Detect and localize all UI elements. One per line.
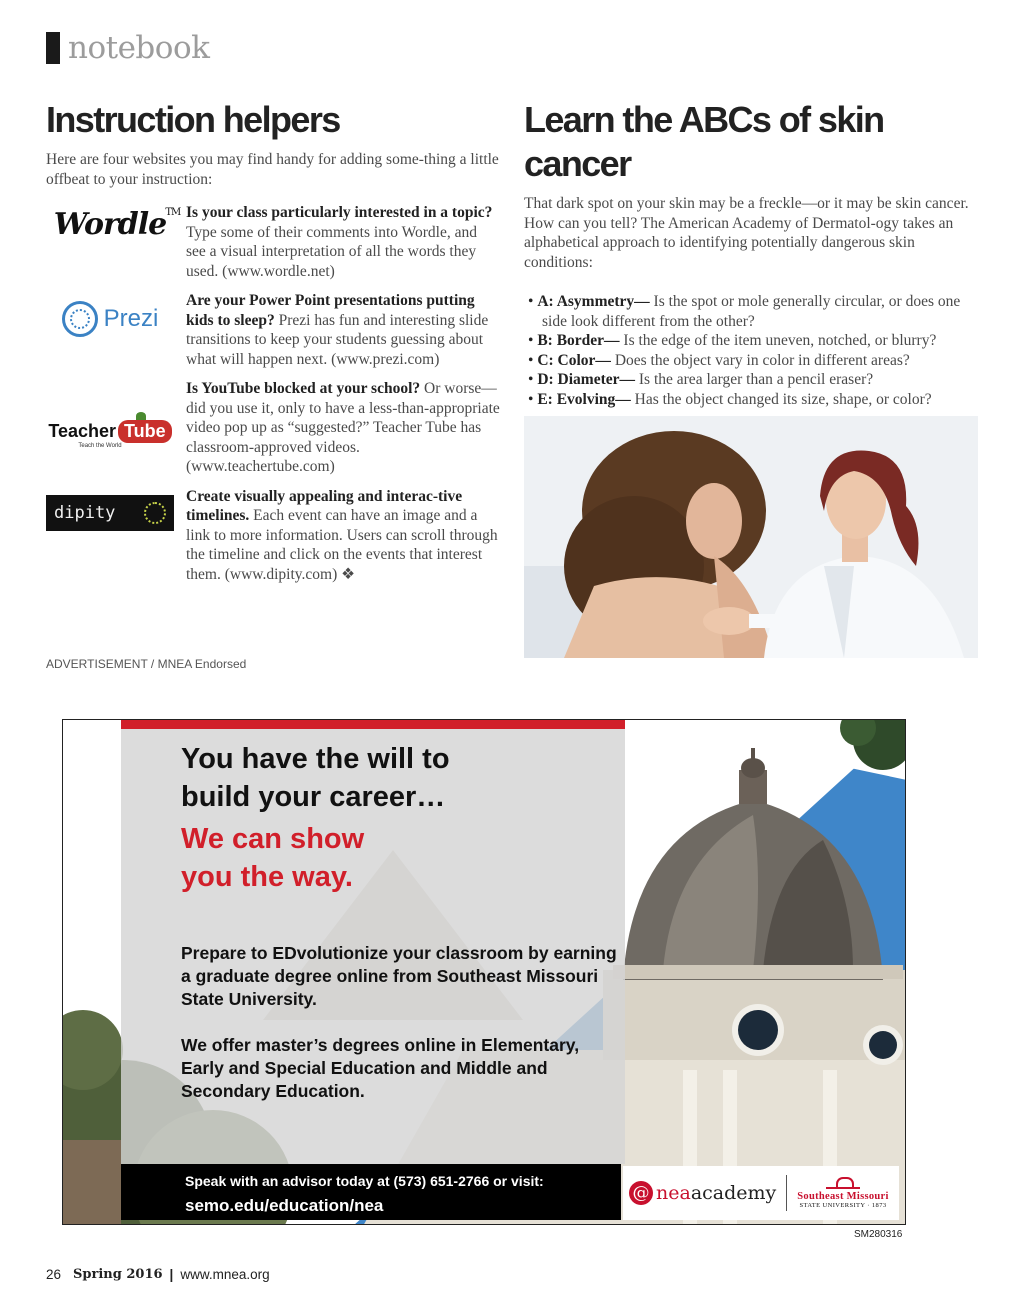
advertisement-label: ADVERTISEMENT / MNEA Endorsed (46, 657, 247, 671)
website-item-dipity (46, 487, 506, 585)
semo-advertisement (62, 719, 906, 1225)
section-title: notebook (68, 30, 210, 66)
wordle-logo: Wordle TM (53, 207, 181, 242)
left-article-title: Instruction helpers (46, 99, 340, 140)
website-list (46, 203, 506, 584)
nea-at-icon: @ (629, 1181, 653, 1205)
semo-building-icon (826, 1177, 860, 1189)
ad-headline: You have the will to build your career… (181, 743, 450, 813)
list-item: • E: Evolving— Has the object changed its size, shape, or color? (524, 390, 984, 410)
issue-label: Spring 2016 (73, 1267, 163, 1282)
website-lead: Is YouTube blocked at your school? (186, 380, 421, 397)
list-item: • D: Diameter— Is the area larger than a pencil eraser? (524, 370, 984, 390)
website-item-prezi (46, 291, 506, 369)
ad-logo-strip (623, 1166, 899, 1220)
logo-divider (786, 1175, 787, 1211)
ad-contact-phone: Speak with an advisor today at (573) 651-2766 or visit: (185, 1173, 544, 1189)
skin-cancer-article (524, 98, 984, 456)
ad-subheadline: We can show you the way. (181, 823, 365, 893)
prezi-logo: Prezi (46, 291, 174, 369)
nea-academy-logo: @ nea academy (629, 1181, 776, 1205)
dipity-logo: dipity (46, 487, 174, 585)
teachertube-logo: Teacher Tube Teach the World (46, 379, 174, 477)
instruction-helpers-article (46, 98, 506, 594)
page-number: 26 (46, 1267, 62, 1282)
website-description: Is YouTube blocked at your school? Or worse—did you use it, only to have a less-than-appropriate video pop up as “suggested?” Teacher Tube has classroom-approved videos. (www.teachertube.com) (186, 380, 500, 475)
section-marker (46, 32, 60, 64)
abc-list (524, 292, 984, 409)
footer-separator: | (169, 1267, 174, 1282)
ad-paragraph-1: Prepare to EDvolutionize your classroom by earning a graduate degree online from Southeast Missouri State University. (181, 943, 617, 1009)
website-description: Create visually appealing and interac-tive timelines. Each event can have an image and a link to more information. Users can scroll through the timeline and click on the events that interest them. (www.dipity.com) ❖ (186, 487, 498, 583)
ad-accent-bar (121, 720, 625, 729)
ad-paragraph-2: We offer master’s degrees online in Elementary, Early and Special Education and Middle and Secondary Education. (181, 1035, 580, 1101)
website-description: Is your class particularly interested in a topic? Type some of their comments into Wordle, and see a visual interpretation of all the words they used. (www.wordle.net) (186, 204, 493, 280)
website-lead: Is your class particularly interested in a topic? (186, 204, 493, 221)
right-article-title: Learn the ABCs of skin cancer (524, 99, 884, 184)
footer-website: www.mnea.org (180, 1267, 270, 1282)
section-header (46, 30, 209, 66)
list-item: • B: Border— Is the edge of the item uneven, notched, or blurry? (524, 331, 984, 351)
semo-logo: Southeast Missouri STATE UNIVERSITY · 1873 (797, 1177, 888, 1209)
website-description: Are your Power Point presentations putting kids to sleep? Prezi has fun and interesting slide transitions to keep your students guessing about what will happen next. (www.prezi.com) (186, 292, 489, 368)
ad-code: SM280316 (854, 1229, 903, 1240)
left-article-intro: Here are four websites you may find handy for adding some-thing a little offbeat to your instruction: (46, 151, 499, 188)
prezi-disc-icon (62, 301, 98, 337)
list-item: • A: Asymmetry— Is the spot or mole generally circular, or does one side look different from the other? (524, 292, 984, 331)
page-footer (46, 1267, 270, 1282)
ad-contact-url[interactable]: semo.edu/education/nea (185, 1196, 384, 1215)
right-article-intro: That dark spot on your skin may be a freckle—or it may be skin cancer. How can you tell? The American Academy of Dermatol-ogy takes an alphabetical approach to identifying potentially dangerous skin conditions: (524, 195, 969, 271)
website-item-teachertube (46, 379, 506, 477)
website-lead: Are your Power Point presentations putting kids to sleep? (186, 292, 475, 329)
list-item: • C: Color— Does the object vary in color in different areas? (524, 351, 984, 371)
dermatology-exam-photo (524, 416, 978, 658)
website-item-wordle (46, 203, 506, 281)
photo-illustration (524, 416, 978, 658)
website-lead: Create visually appealing and interac-tive timelines. (186, 487, 463, 524)
dipity-mark-icon (144, 502, 166, 524)
ad-contact-bar (121, 1164, 621, 1220)
